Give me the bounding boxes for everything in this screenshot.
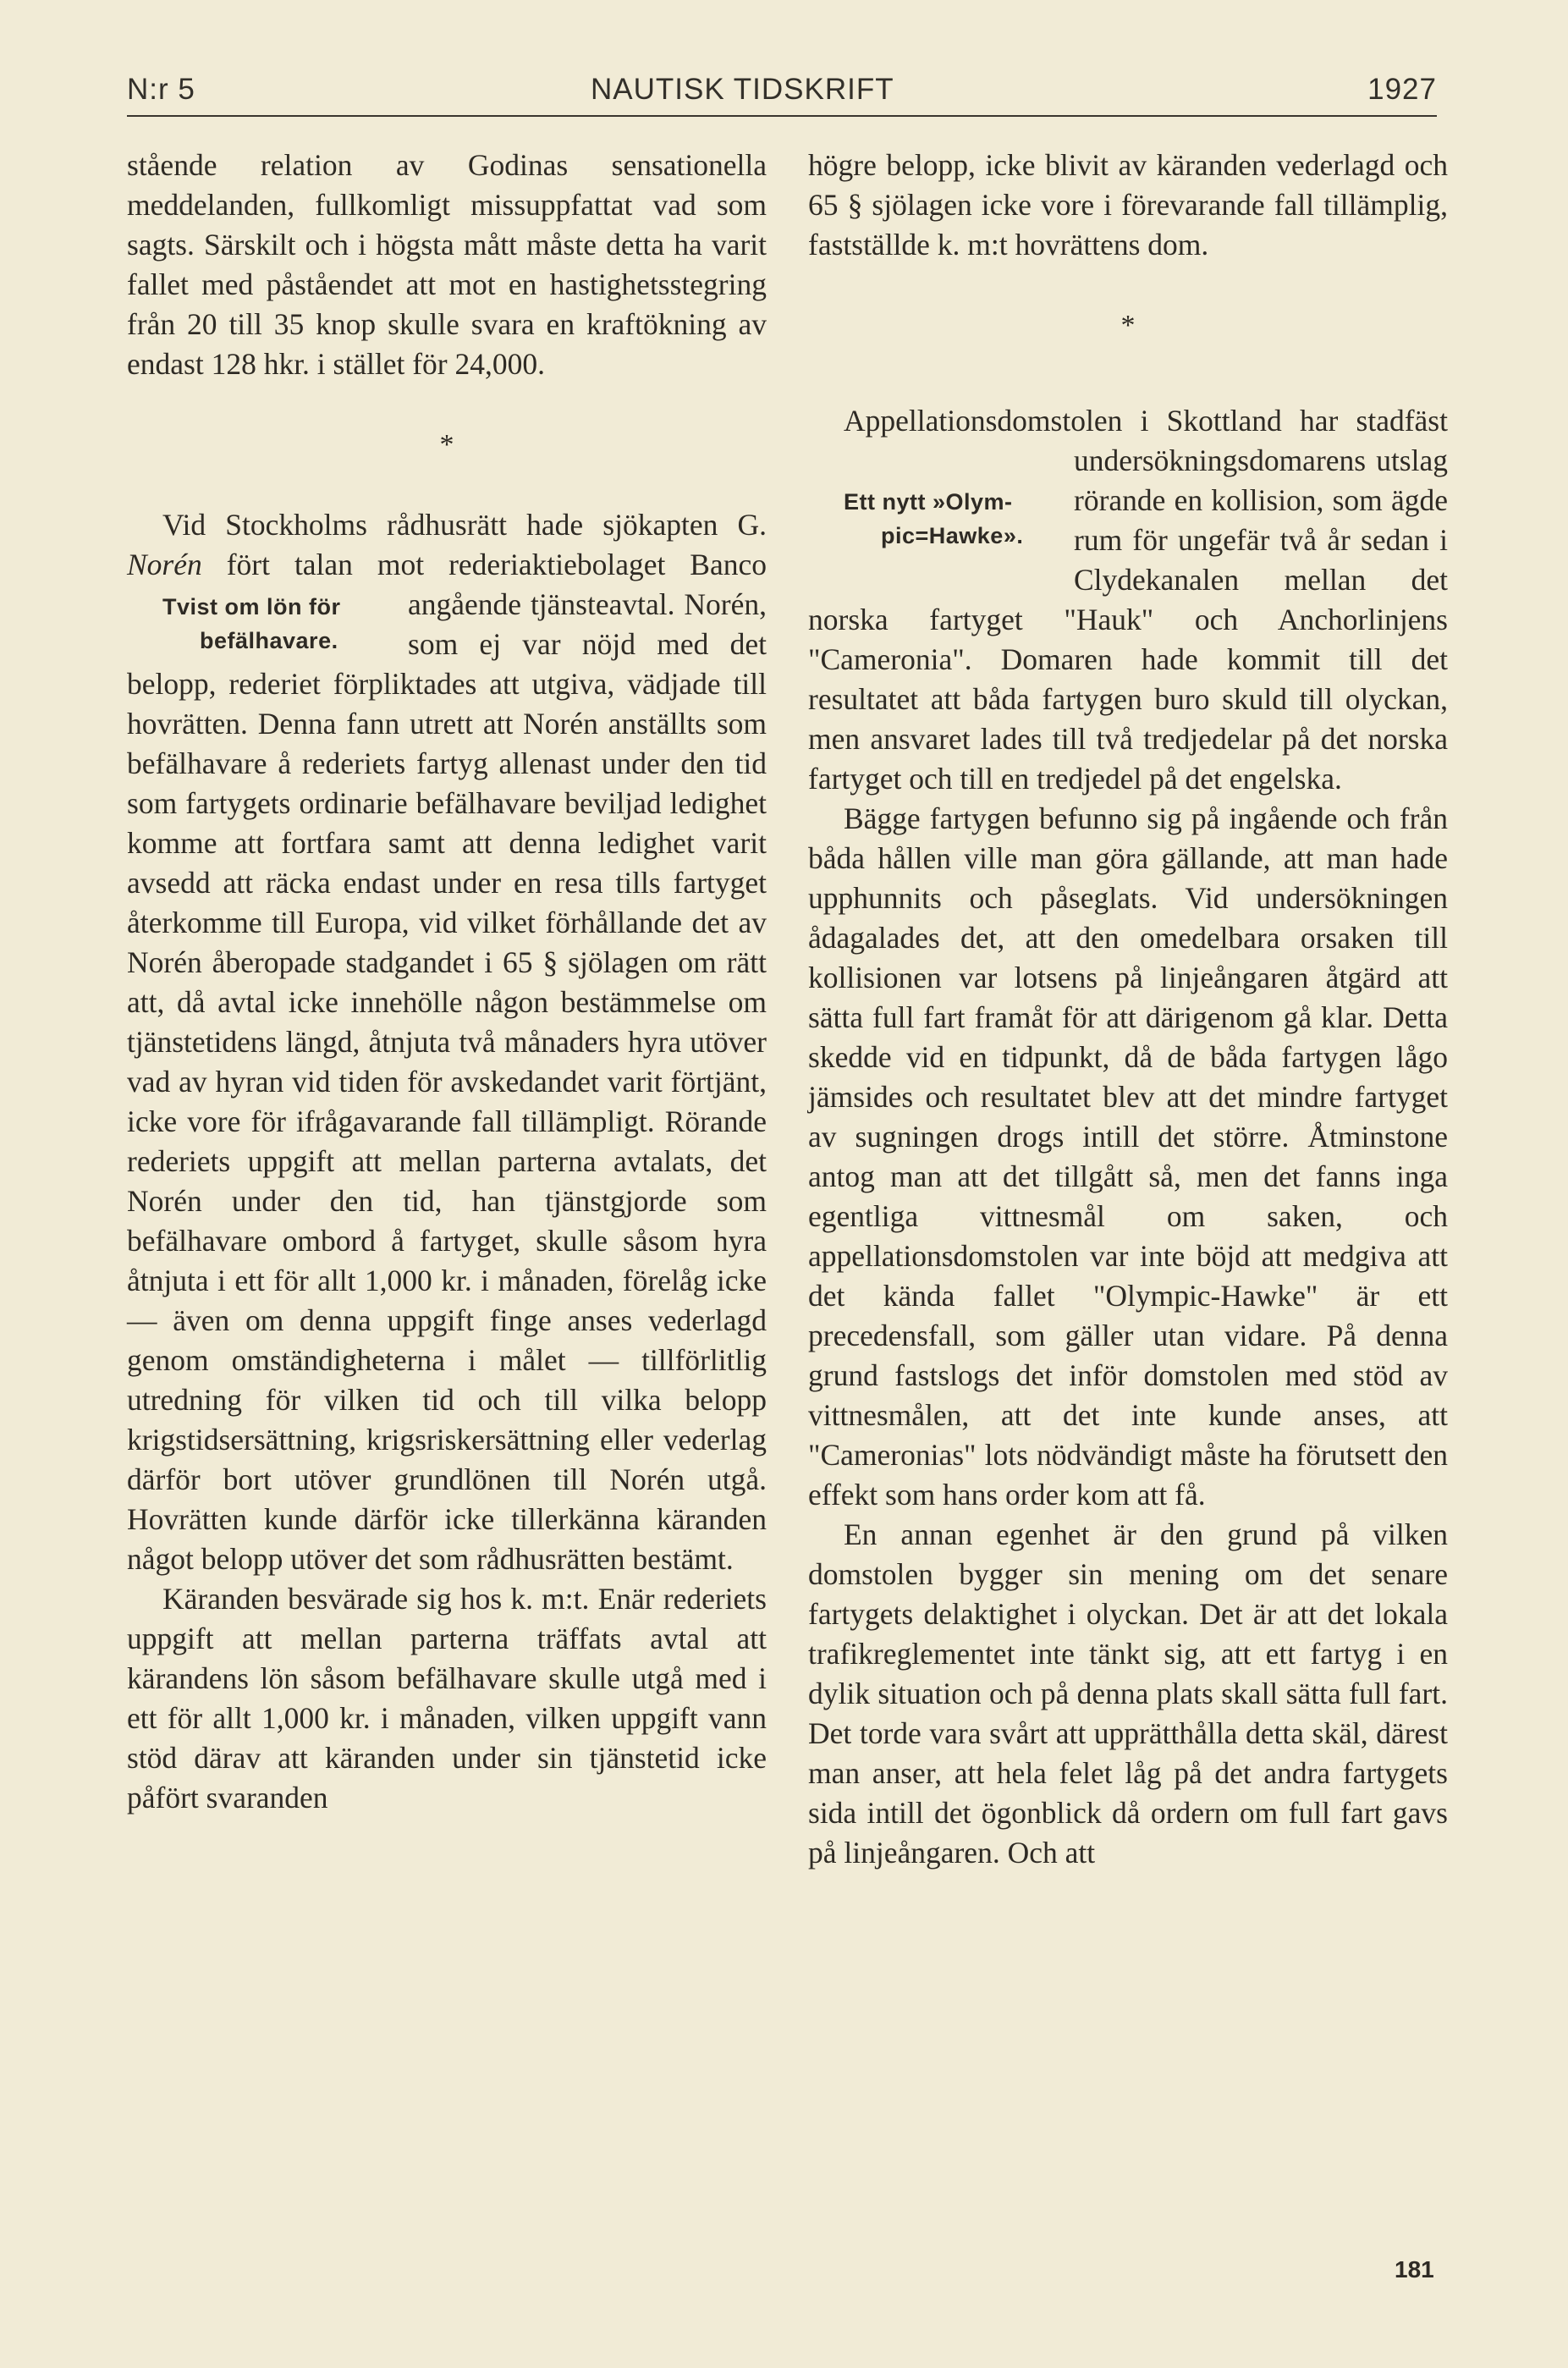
left-paragraph-2-lead: fört talan mot rederiaktiebolaget Banco: [201, 548, 767, 581]
section-separator: *: [1120, 310, 1136, 341]
left-paragraph-2: [127, 505, 767, 1579]
header-rule: [127, 115, 1437, 117]
person-name: Norén: [127, 548, 202, 581]
right-paragraph-2-body: rörande en kollision, som ägde rum för ungefär två år sedan i Clydekanalen mellan det norska fartyget "Hauk" och Anchorlinjens "Cameronia". Domaren hade kommit till det resultatet att båda fartygen buro skuld till olyckan, men ansvaret lades till två tredjedelar på det norska fartyget och till en tredjedel på det engelska.: [808, 483, 1448, 796]
side-heading-line: pic=Hawke».: [881, 523, 1024, 548]
right-paragraph-4: En annan egenhet är den grund på vilken domstolen bygger sin mening om det senare fartygets delaktighet i olyckan. Det är att det lokala trafikreglementet inte tänkt sig, att ett fartyg i en dylik situation och på denna plats skall sätta full fart. Det torde vara svårt att upprätthålla detta skäl, därest man anser, att hela felet låg på det andra fartygets sida intill det ögonblick då ordern om full fart gavs på linjeångaren. Och att: [808, 1517, 1448, 1870]
publication-year: 1927: [1367, 73, 1437, 106]
side-heading-line: Tvist om lön för: [162, 594, 341, 620]
left-paragraph-1: stående relation av Godinas sensationella meddelanden, fullkomligt missuppfattat vad som sagts. Särskilt och i högsta mått måste detta ha varit fallet med påståendet att mot en hastighetsstegring från 20 till 35 knop skulle svara en kraftökning av endast 128 hkr. i stället för 24,000.: [127, 148, 767, 381]
section-separator: *: [439, 429, 454, 460]
right-paragraph-2: [808, 401, 1448, 799]
side-heading-tvist-om-lon: [127, 590, 396, 658]
left-column: [127, 146, 767, 1818]
right-paragraph-3: Bägge fartygen befunno sig på ingående och från båda hållen ville man göra gällande, att man hade upphunnits och påseglats. Vid undersökningen ådagalades det, att den omedelbara orsaken till kollisionen var lotsens på linjeångaren åtgärd att sätta full fart framåt för att därigenom gå klar. Detta skedde vid en tidpunkt, då de båda fartygen lågo jämsides och resultatet blev att det mindre fartyget av sugningen drogs intill det större. Åtminstone antog man att det tillgått så, men det fanns inga egentliga vittnesmål om saken, och appellationsdomstolen var inte böjd att medgiva att det kända fallet "Olympic-Hawke" är ett precedensfall, som gäller utan vidare. På denna grund fastslogs det inför domstolen med stöd av vittnesmålen, att det inte kunde anses, att "Cameronias" lots nödvändigt måste ha förutsett den effekt som hans order kom att få.: [808, 801, 1448, 1512]
left-paragraph-2-intro: Vid Stockholms rådhusrätt hade sjökapten G.: [162, 508, 767, 542]
side-heading-line: Ett nytt »Olym-: [844, 489, 1013, 515]
running-header: [127, 73, 1437, 115]
right-column: [808, 146, 1448, 1873]
page-number: 181: [1395, 2256, 1434, 2283]
journal-title: NAUTISK TIDSKRIFT: [591, 73, 894, 106]
left-paragraph-2-body: angående tjänsteavtal. Norén, som ej var nöjd med det belopp, rederiet förpliktades att utgiva, vädjade till hovrätten. Denna fann utrett att Norén anställts som befälhavare å rederiets fartyg allenast under den tid som fartygets ordinarie befälhavare beviljad ledighet komme att fortfara samt att denna ledighet varit avsedd att räcka endast under en resa tills fartyget återkomme till Europa, vid vilket förhållande det av Norén åberopade stadgandet i 65 § sjölagen om rätt att, då avtal icke innehölle någon bestämmelse om tjänstetidens längd, åtnjuta två månaders hyra utöver vad av hyran vid tiden för avskedandet varit förtjänt, icke vore för ifrågavarande fall tillämpligt. Rörande rederiets uppgift att mellan parterna avtalats, det Norén under den tid, han tjänstgjorde som befälhavare ombord å fartyget, skulle såsom hyra åtnjuta i ett för allt 1,000 kr. i månaden, förelåg icke — även om denna uppgift finge anses vederlagd genom omständigheterna i målet — tillförlitlig utredning för vilken tid och till vilka belopp krigstidsersättning, krigsriskersättning eller vederlag därför bort utöver grundlönen till Norén utgå. Hovrätten kunde därför icke tillerkänna käranden något belopp utöver det som rådhusrätten bestämt.: [127, 587, 767, 1576]
side-heading-olympic-hawke: [808, 485, 1062, 553]
issue-number: N:r 5: [127, 73, 195, 106]
right-paragraph-2-lead: Appellationsdomstolen i Skottland har stadfäst undersökningsdomarens utslag: [844, 404, 1448, 477]
right-paragraph-1: högre belopp, icke blivit av käranden vederlagd och 65 § sjölagen icke vore i förevarande fall tillämplig, fastställde k. m:t hovrättens dom.: [808, 148, 1448, 262]
side-heading-line: befälhavare.: [200, 628, 338, 653]
left-paragraph-3: Käranden besvärade sig hos k. m:t. Enär rederiets uppgift att mellan parterna träffats avtal att kärandens lön såsom befälhavare skulle utgå med i ett för allt 1,000 kr. i månaden, vilken uppgift vann stöd därav att käranden under sin tjänstetid icke påfört svaranden: [127, 1582, 767, 1815]
